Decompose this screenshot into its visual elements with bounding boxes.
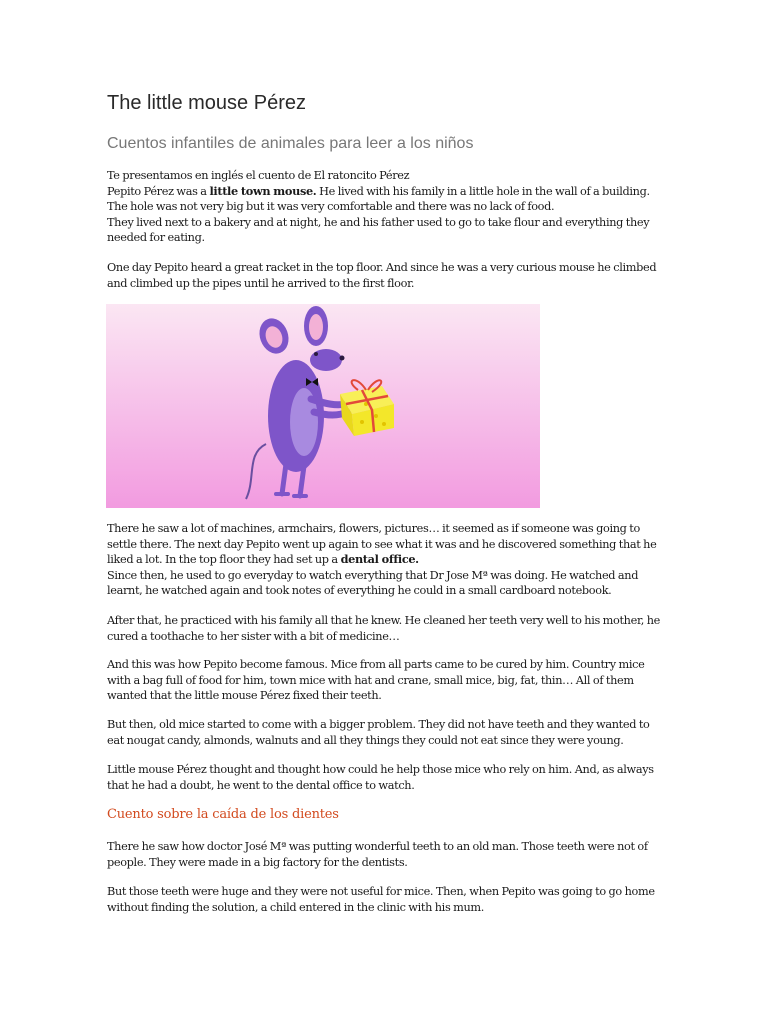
page-title: The little mouse Pérez (107, 92, 306, 114)
mouse-with-gift-image (106, 304, 540, 508)
bold-phrase: little town mouse. (209, 183, 317, 198)
paragraph-3: There he saw a lot of machines, armchairs, flowers, pictures… it seemed as if someone was going to settle there. The next day Pepito went up again to see what it was and he discovered something that he liked a lot. In the top floor they had set up a dental office. Since then, he used to go everyday to watch everything that Dr Jose Mª was doing. He watched and learnt, he watched again and took notes of everything he could in a small cardboard notebook. (107, 522, 657, 597)
paragraph-7: Little mouse Pérez thought and thought how could he help those mice who rely on him. And, as always that he had a doubt, he went to the dental office to watch. (107, 763, 654, 792)
bold-phrase: dental office. (340, 552, 419, 566)
paragraph-6: But then, old mice started to come with a bigger problem. They did not have teeth and they wanted to eat nougat candy, almonds, walnuts and all they things they could not eat since they were young. (107, 718, 650, 747)
section-heading: Cuento sobre la caída de los dientes (107, 807, 339, 822)
mouse-gift-illustration (106, 304, 540, 508)
paragraph-9: But those teeth were huge and they were not useful for mice. Then, when Pepito was going to go home without finding the solution, a child entered in the clinic with his mum. (107, 885, 655, 914)
paragraph-2: One day Pepito heard a great racket in the top floor. And since he was a very curious mouse he climbed and climbed up the pipes until he arrived to the first floor. (107, 261, 657, 290)
intro-paragraph: Te presentamos en inglés el cuento de El ratoncito Pérez Pepito Pérez was a little town mouse. He lived with his family in a little hole in the wall of a building. The hole was not very big but it was very comfortable and there was no lack of food. They lived next to a bakery and at night, he and his father used to go to take flour and everything they needed for eating. (107, 169, 650, 244)
paragraph-8: There he saw how doctor José Mª was putting wonderful teeth to an old man. Those teeth were not of people. They were made in a big factory for the dentists. (107, 840, 648, 869)
paragraph-5: And this was how Pepito become famous. Mice from all parts came to be cured by him. Country mice with a bag full of food for him, town mice with hat and crane, small mice, big, fat, thin… All of them wanted that the little mouse Pérez fixed their teeth. (107, 658, 645, 702)
page-subtitle: Cuentos infantiles de animales para leer a los niños (107, 135, 474, 152)
paragraph-4: After that, he practiced with his family all that he knew. He cleaned her teeth very well to his mother, he cured a toothache to her sister with a bit of medicine… (107, 614, 660, 643)
